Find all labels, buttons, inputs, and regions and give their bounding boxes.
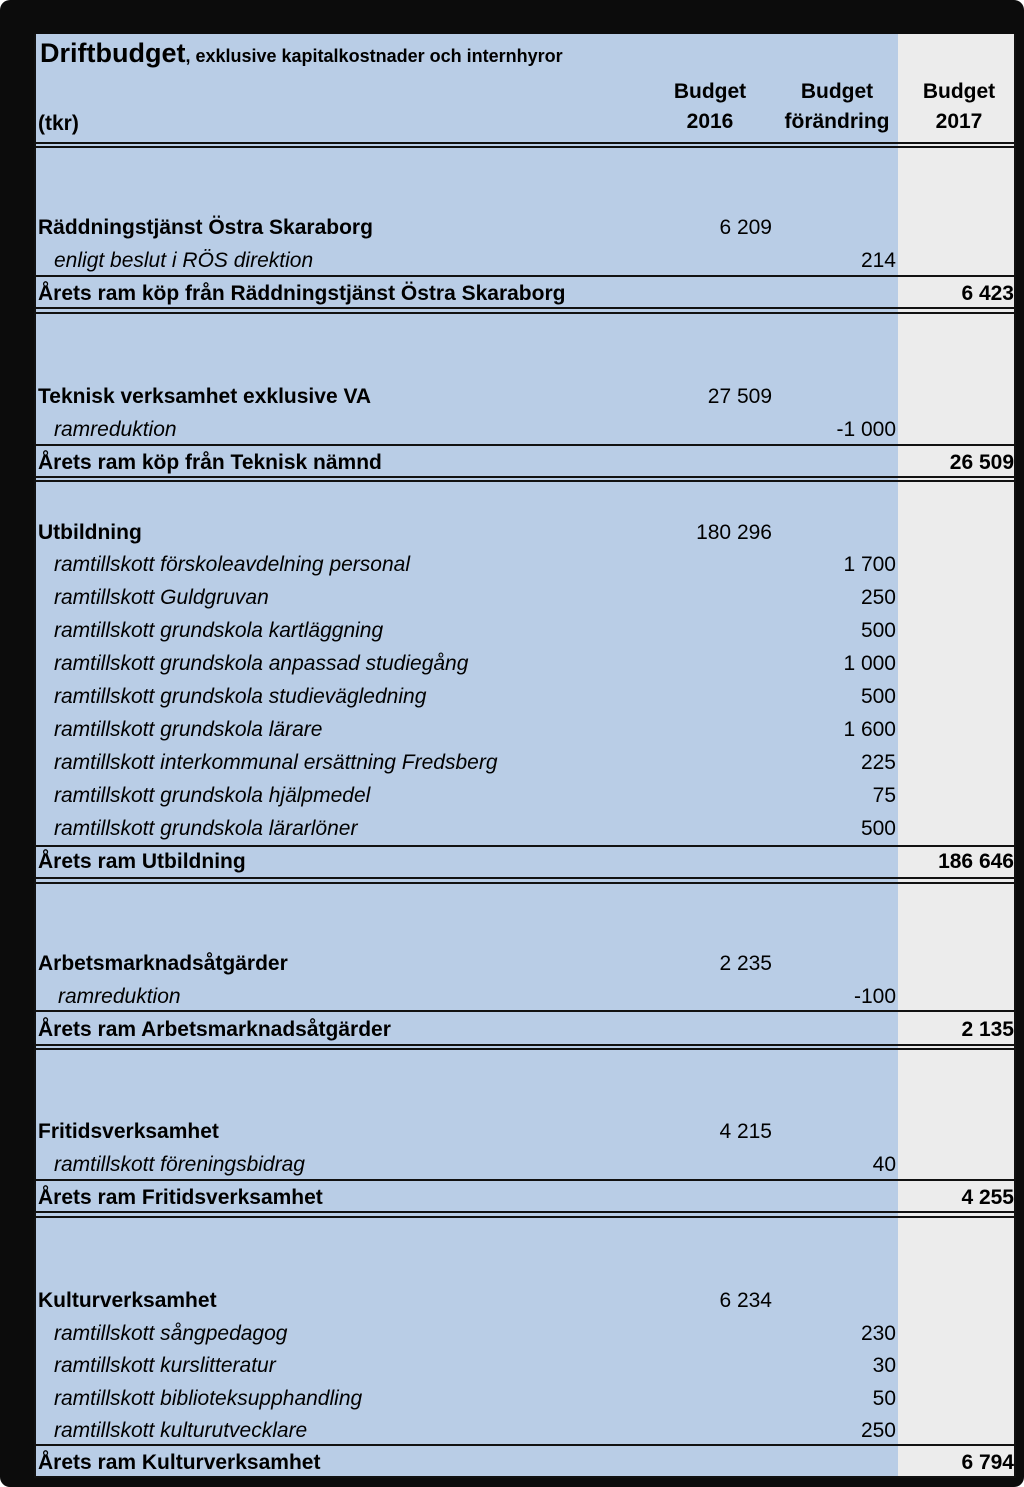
budget-change-value: -1 000 bbox=[836, 418, 896, 441]
row-label: ramtillskott grundskola hjälpmedel bbox=[54, 784, 371, 807]
col-header-2016-line1: Budget bbox=[673, 80, 747, 103]
title-text: Driftbudget bbox=[40, 38, 186, 68]
page-subtitle: , exklusive kapitalkostnader och internhyror bbox=[185, 46, 563, 66]
section-row bbox=[34, 517, 1016, 549]
adjustment-row bbox=[34, 681, 1016, 713]
row-label: ramreduktion bbox=[54, 418, 177, 441]
budget-2016-value: 6 234 bbox=[719, 1289, 772, 1312]
budget-change-value: 500 bbox=[860, 685, 896, 708]
row-label: ramtillskott grundskola studievägledning bbox=[54, 685, 427, 708]
budget-change-value: 225 bbox=[860, 751, 896, 774]
col-header-2017-line2: 2017 bbox=[935, 110, 983, 133]
budget-2017-value: 26 509 bbox=[949, 451, 1014, 474]
budget-change-value: 250 bbox=[860, 586, 896, 609]
page-title bbox=[40, 38, 563, 69]
row-label: ramtillskott biblioteksupphandling bbox=[54, 1387, 363, 1410]
budget-change-value: 75 bbox=[872, 784, 896, 807]
col-header-change-line1: Budget bbox=[800, 80, 874, 103]
col-header-2017-line1: Budget bbox=[922, 80, 996, 103]
row-label: ramtillskott grundskola lärarlöner bbox=[54, 817, 358, 840]
adjustment-row bbox=[34, 1318, 1016, 1350]
budget-2017-value: 186 646 bbox=[938, 850, 1014, 873]
budget-2016-value: 4 215 bbox=[719, 1120, 772, 1143]
budget-2016-value: 180 296 bbox=[696, 521, 772, 544]
budget-2017-value: 2 135 bbox=[961, 1018, 1014, 1041]
adjustment-row bbox=[34, 981, 1016, 1013]
row-label: Årets ram köp från Räddningstjänst Östra Skaraborg bbox=[38, 282, 566, 305]
budget-change-value: 230 bbox=[860, 1322, 896, 1345]
budget-change-value: 1 000 bbox=[843, 652, 896, 675]
budget-change-value: 500 bbox=[860, 817, 896, 840]
rule-line bbox=[34, 1010, 1016, 1012]
row-label: ramreduktion bbox=[58, 985, 181, 1008]
section-row bbox=[34, 1285, 1016, 1317]
rule-line bbox=[34, 1476, 1016, 1478]
total-row bbox=[34, 278, 1016, 310]
budget-change-value: 1 600 bbox=[843, 718, 896, 741]
rule-line bbox=[34, 1044, 1016, 1046]
rule-line bbox=[34, 307, 1016, 309]
total-row bbox=[34, 1447, 1016, 1478]
total-row bbox=[34, 846, 1016, 878]
adjustment-row bbox=[34, 245, 1016, 277]
rule-line bbox=[34, 1048, 1016, 1050]
row-label: Årets ram Fritidsverksamhet bbox=[38, 1186, 323, 1209]
adjustment-row bbox=[34, 747, 1016, 779]
budget-2017-value: 4 255 bbox=[961, 1186, 1014, 1209]
budget-change-value: 500 bbox=[860, 619, 896, 642]
rule-line bbox=[34, 882, 1016, 884]
budget-change-value: 250 bbox=[860, 1419, 896, 1442]
total-row bbox=[34, 1182, 1016, 1214]
rule-line bbox=[34, 845, 1016, 847]
adjustment-row bbox=[34, 1350, 1016, 1382]
adjustment-row bbox=[34, 813, 1016, 845]
row-label: Kulturverksamhet bbox=[38, 1289, 217, 1312]
adjustment-row bbox=[34, 549, 1016, 581]
row-label: ramtillskott Guldgruvan bbox=[54, 586, 269, 609]
adjustment-row bbox=[34, 414, 1016, 446]
total-row bbox=[34, 447, 1016, 479]
section-row bbox=[34, 381, 1016, 413]
rule-line bbox=[34, 444, 1016, 446]
section-row bbox=[34, 212, 1016, 244]
section-row bbox=[34, 1116, 1016, 1148]
adjustment-row bbox=[34, 582, 1016, 614]
adjustment-row bbox=[34, 1415, 1016, 1447]
row-label: Årets ram köp från Teknisk nämnd bbox=[38, 451, 382, 474]
row-label: Fritidsverksamhet bbox=[38, 1120, 219, 1143]
row-label: ramtillskott föreningsbidrag bbox=[54, 1153, 305, 1176]
col-header-2016-line2: 2016 bbox=[686, 110, 734, 133]
budget-2017-value: 6 794 bbox=[961, 1451, 1014, 1474]
rule-line bbox=[34, 1211, 1016, 1213]
rule-line bbox=[34, 142, 1016, 144]
row-label: ramtillskott grundskola kartläggning bbox=[54, 619, 384, 642]
unit-label: (tkr) bbox=[38, 112, 79, 135]
budget-change-value: 40 bbox=[872, 1153, 896, 1176]
budget-2016-value: 6 209 bbox=[719, 216, 772, 239]
section-row bbox=[34, 948, 1016, 980]
row-label: Arbetsmarknadsåtgärder bbox=[38, 952, 288, 975]
rule-line bbox=[34, 1216, 1016, 1218]
adjustment-row bbox=[34, 780, 1016, 812]
rule-line bbox=[34, 877, 1016, 879]
total-row bbox=[34, 1014, 1016, 1046]
row-label: Årets ram Arbetsmarknadsåtgärder bbox=[38, 1018, 391, 1041]
row-label: ramtillskott grundskola lärare bbox=[54, 718, 323, 741]
budget-change-value: 214 bbox=[860, 249, 896, 272]
row-label: Teknisk verksamhet exklusive VA bbox=[38, 385, 372, 408]
row-label: ramtillskott förskoleavdelning personal bbox=[54, 553, 411, 576]
budget-2016-value: 27 509 bbox=[707, 385, 772, 408]
budget-change-value: 1 700 bbox=[843, 553, 896, 576]
border-line bbox=[34, 34, 36, 1478]
row-label: Årets ram Utbildning bbox=[38, 850, 246, 873]
rule-line bbox=[34, 476, 1016, 478]
row-label: ramtillskott grundskola anpassad studiegång bbox=[54, 652, 469, 675]
adjustment-row bbox=[34, 615, 1016, 647]
row-label: enligt beslut i RÖS direktion bbox=[54, 249, 314, 272]
budget-change-value: 30 bbox=[872, 1354, 896, 1377]
row-label: ramtillskott kurslitteratur bbox=[54, 1354, 276, 1377]
rule-line bbox=[34, 1444, 1016, 1446]
row-label: Utbildning bbox=[38, 521, 142, 544]
row-label: ramtillskott kulturutvecklare bbox=[54, 1419, 308, 1442]
row-label: ramtillskott interkommunal ersättning Fredsberg bbox=[54, 751, 498, 774]
col-header-change bbox=[767, 80, 907, 134]
rule-line bbox=[34, 312, 1016, 314]
adjustment-row bbox=[34, 648, 1016, 680]
budget-2017-value: 6 423 bbox=[961, 282, 1014, 305]
row-label: ramtillskott sångpedagog bbox=[54, 1322, 288, 1345]
rule-line bbox=[34, 275, 1016, 277]
col-header-2016 bbox=[640, 80, 780, 134]
adjustment-row bbox=[34, 1149, 1016, 1181]
budget-2016-value: 2 235 bbox=[719, 952, 772, 975]
budget-change-value: 50 bbox=[872, 1387, 896, 1410]
budget-sheet bbox=[34, 34, 1016, 1478]
col-header-2017 bbox=[889, 80, 1016, 134]
rule-line bbox=[34, 146, 1016, 148]
row-label: Räddningstjänst Östra Skaraborg bbox=[38, 216, 373, 239]
adjustment-row bbox=[34, 714, 1016, 746]
adjustment-row bbox=[34, 1383, 1016, 1415]
rule-line bbox=[34, 480, 1016, 482]
border-line bbox=[1014, 34, 1016, 1478]
budget-change-value: -100 bbox=[853, 985, 896, 1008]
row-label: Årets ram Kulturverksamhet bbox=[38, 1451, 321, 1474]
col-header-change-line2: förändring bbox=[784, 110, 890, 133]
rule-line bbox=[34, 1179, 1016, 1181]
